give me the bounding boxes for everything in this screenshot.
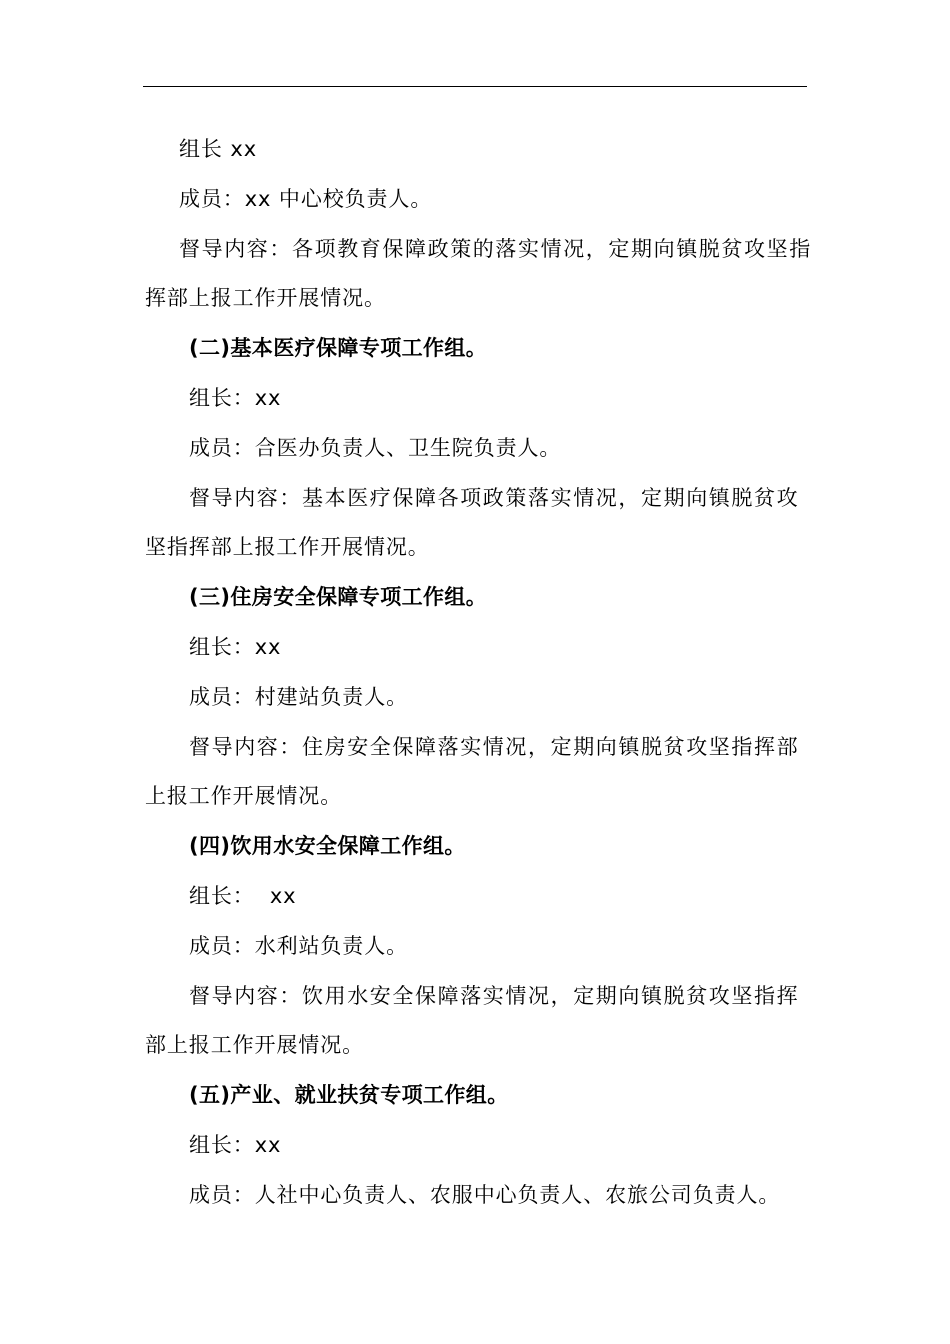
supervision-line: 督导内容：基本医疗保障各项政策落实情况，定期向镇脱贫攻 — [189, 485, 800, 510]
section-heading-water: (四)饮用水安全保障工作组。 — [189, 834, 466, 859]
members-line: 成员：水利站负责人。 — [189, 933, 408, 958]
leader-line: 组长：xx — [189, 385, 282, 410]
leader-line: 组长：xx — [189, 634, 282, 659]
supervision-line-cont: 挥部上报工作开展情况。 — [145, 286, 386, 311]
members-line: 成员：人社中心负责人、农服中心负责人、农旅公司负责人。 — [189, 1182, 781, 1207]
document-body — [145, 125, 812, 1221]
members-line: 成员：xx 中心校负责人。 — [179, 186, 433, 211]
section-heading-housing: (三)住房安全保障专项工作组。 — [189, 585, 488, 610]
section-heading-industry: (五)产业、就业扶贫专项工作组。 — [189, 1083, 509, 1108]
leader-line: 组长：xx — [189, 1132, 282, 1157]
supervision-line-cont: 坚指挥部上报工作开展情况。 — [145, 535, 430, 560]
members-line: 成员：合医办负责人、卫生院负责人。 — [189, 435, 562, 460]
supervision-line-cont: 部上报工作开展情况。 — [145, 1033, 364, 1058]
supervision-line: 督导内容：住房安全保障落实情况，定期向镇脱贫攻坚指挥部 — [189, 734, 800, 759]
section-heading-medical: (二)基本医疗保障专项工作组。 — [189, 336, 488, 361]
header-rule — [143, 86, 807, 87]
supervision-line-cont: 上报工作开展情况。 — [145, 784, 343, 809]
leader-line: 组长： xx — [189, 883, 297, 908]
supervision-line: 督导内容：各项教育保障政策的落实情况，定期向镇脱贫攻坚指 — [179, 236, 812, 261]
members-line: 成员：村建站负责人。 — [189, 684, 408, 709]
supervision-line: 督导内容：饮用水安全保障落实情况，定期向镇脱贫攻坚指挥 — [189, 983, 800, 1008]
leader-line: 组长 xx — [179, 137, 258, 161]
